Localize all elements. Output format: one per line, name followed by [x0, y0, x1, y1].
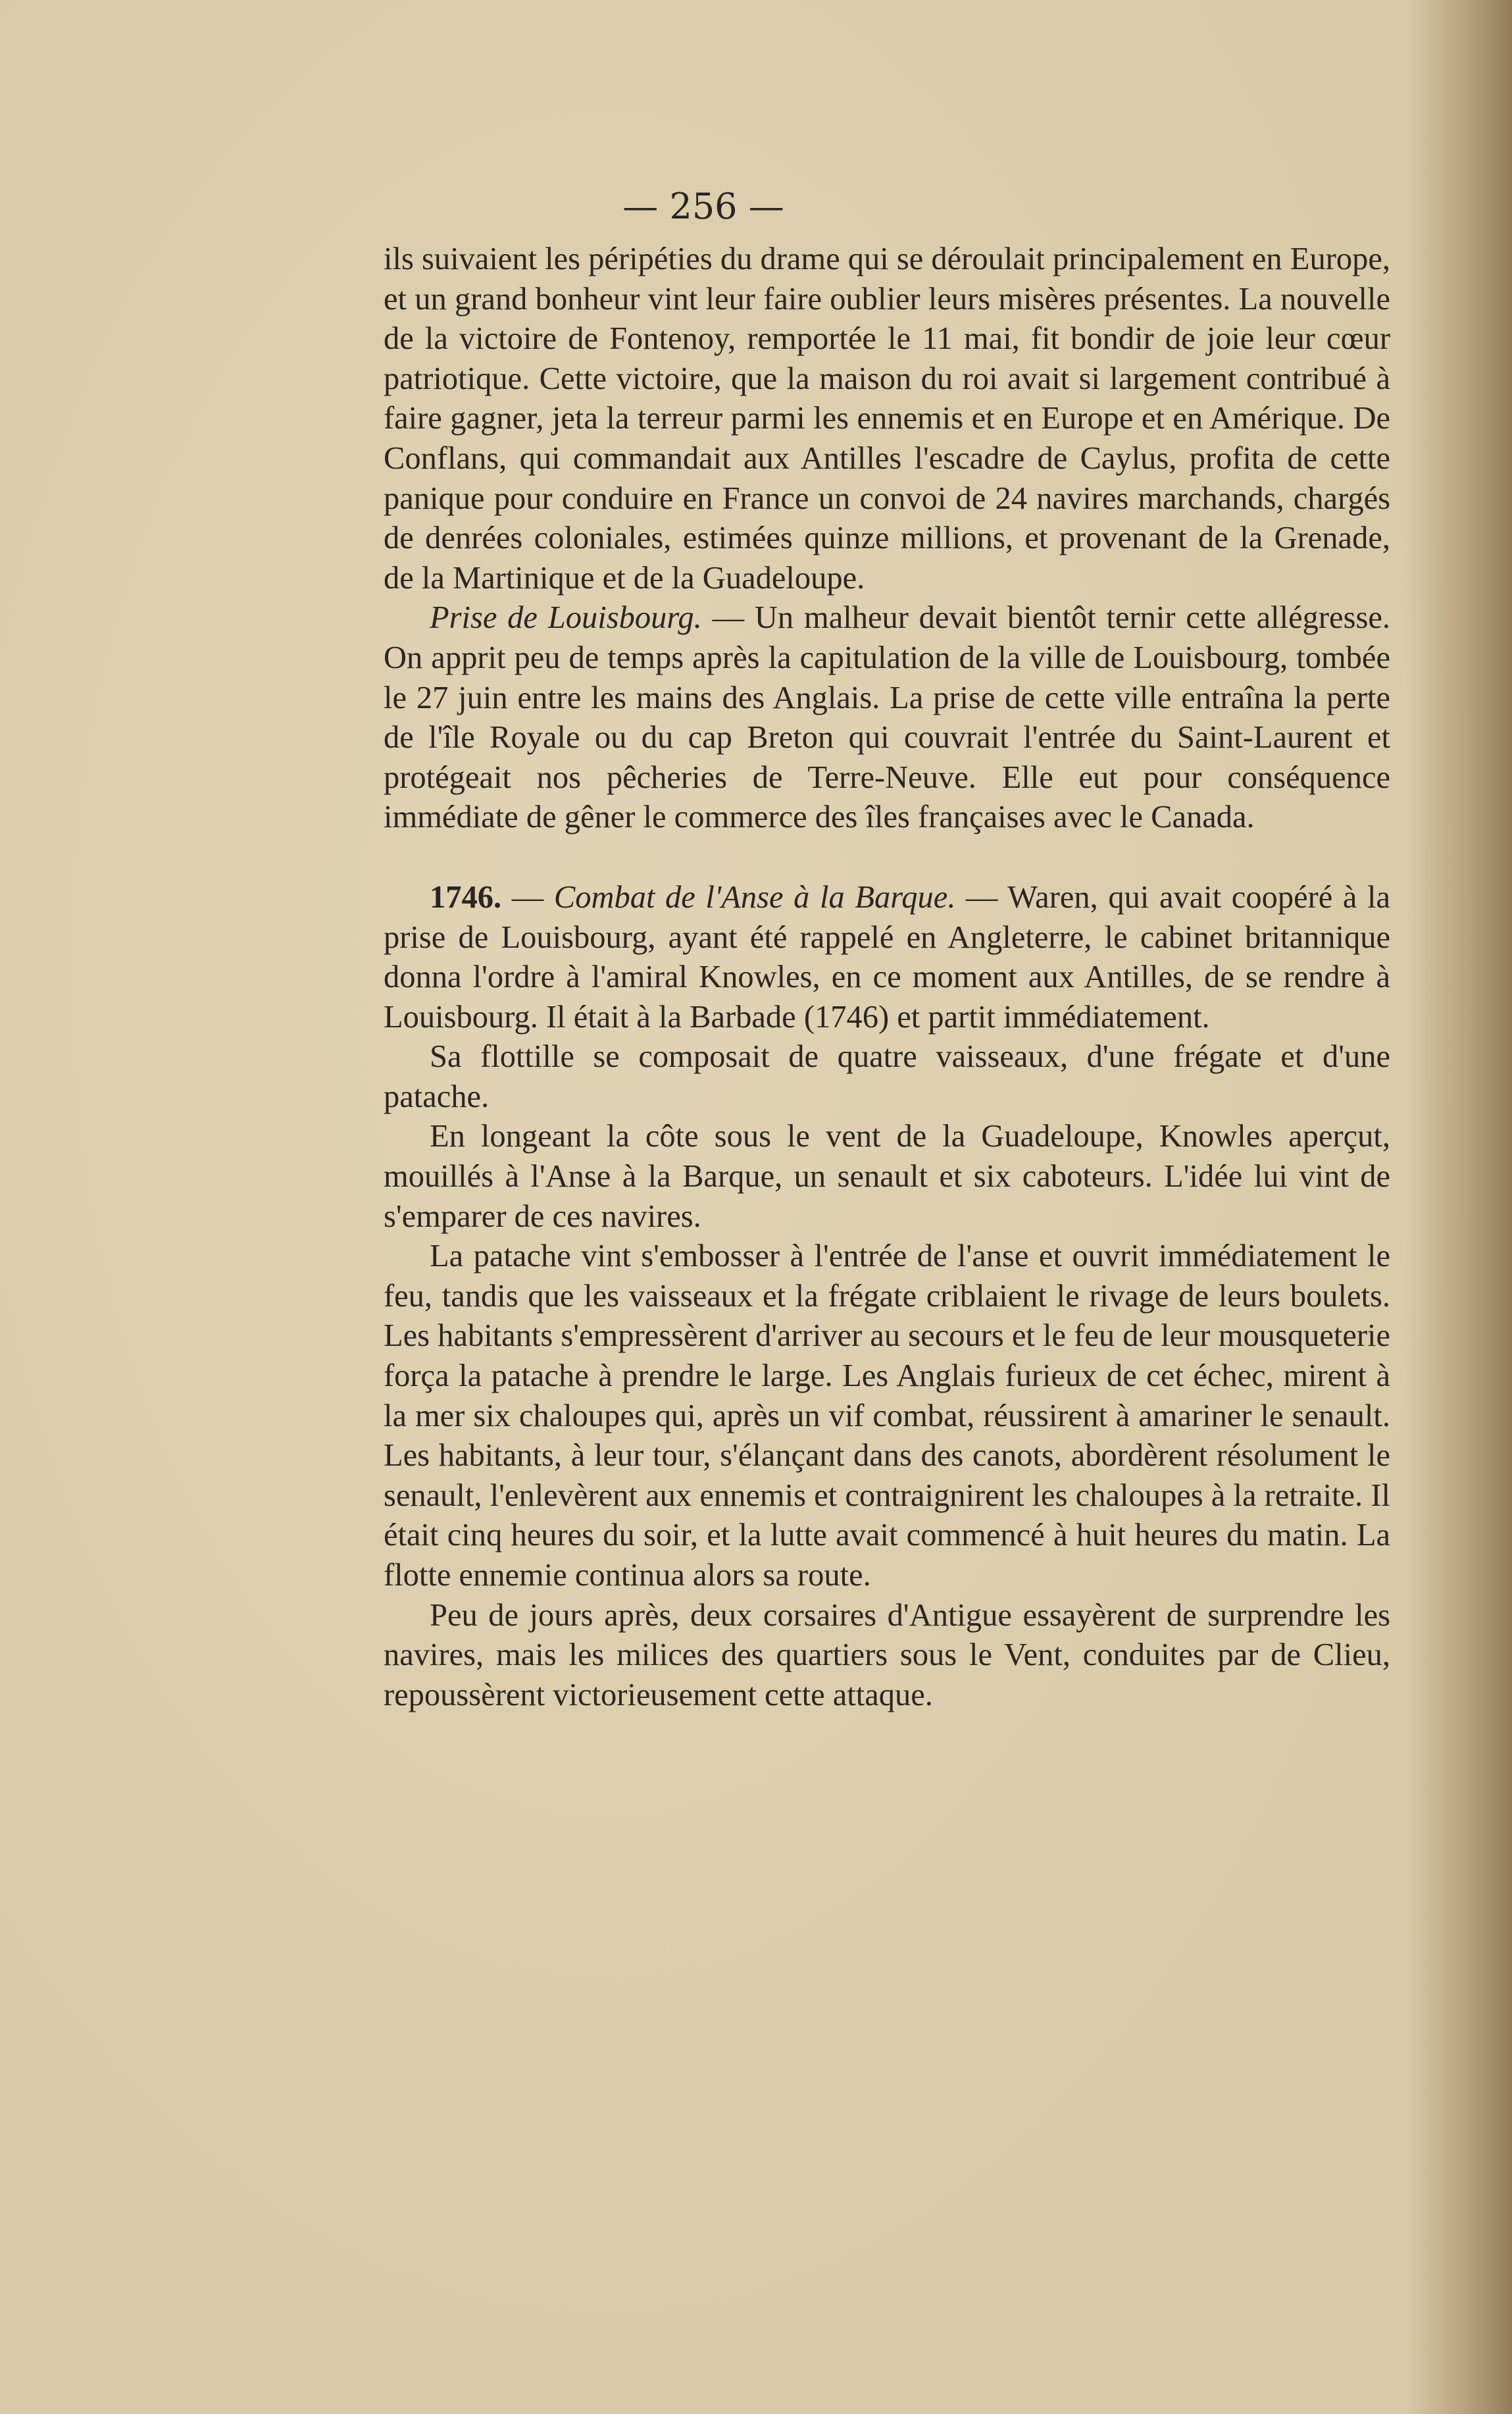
page-number: — 256 — — [622, 186, 784, 227]
section-title-louisbourg: Prise de Louisbourg. — [430, 600, 702, 636]
paragraph-flottille: Sa flottille se composait de quatre vaisseaux, d'une frégate et d'une patache. — [384, 1039, 1390, 1114]
paragraph-anse-barque — [384, 878, 1390, 1037]
section-title-anse-barque: Combat de l'Anse à la Barque. — [553, 879, 956, 915]
paragraph-louisbourg-text: — Un malheur devait bientôt ternir cette allégresse. On apprit peu de temps après la capitulation de la ville de Louisbourg, tombée le 27 juin entre les mains des Anglais. La prise de cette ville entraîna la perte de l'île Royale ou du cap Breton qui couvrait l'entrée du Saint-Laurent et protégeait nos pêcheries de Terre-Neuve. Elle eut pour conséquence immédiate de gêner le commerce des îles françaises avec le Canada. — [384, 600, 1390, 835]
page-body — [384, 240, 1390, 1715]
paragraph-corsaires: Peu de jours après, deux corsaires d'Antigue essayèrent de surprendre les navires, mais les milices des quartiers sous le Vent, conduites par de Clieu, repoussèrent victorieusement cette attaque. — [384, 1597, 1390, 1712]
paragraph-knowles: En longeant la côte sous le vent de la Guadeloupe, Knowles aperçut, mouillés à l'Anse à la Barque, un senault et six caboteurs. L'idée lui vint de s'emparer de ces navires. — [384, 1119, 1390, 1234]
paragraph-fontenoy: ils suivaient les péripéties du drame qui se déroulait principalement en Europe, et un grand bonheur vint leur faire oublier leurs misères présentes. La nouvelle de la victoire de Fontenoy, remportée le 11 mai, fit bondir de joie leur cœur patriotique. Cette victoire, que la maison du roi avait si largement contribué à faire gagner, jeta la terreur parmi les ennemis et en Europe et en Amérique. De Conflans, qui commandait aux Antilles l'escadre de Caylus, profita de cette panique pour conduire en France un convoi de 24 navires marchands, chargés de denrées coloniales, estimées quinze millions, et provenant de la Grenade, de la Martinique et de la Guadeloupe. — [384, 242, 1390, 596]
paragraph-anse-barque-text: — Waren, qui avait coopéré à la prise de Louisbourg, ayant été rappelé en Angleterre, le cabinet britannique donna l'ordre à l'amiral Knowles, en ce moment aux Antilles, de se rendre à Louisbourg. Il était à la Barbade (1746) et partit immédiatement. — [384, 879, 1391, 1035]
section-gap — [384, 838, 1390, 878]
section-year: 1746. — [430, 879, 502, 915]
paragraph-patache: La patache vint s'embosser à l'entrée de l'anse et ouvrit immédiatement le feu, tandis que les vaisseaux et la frégate criblaient le rivage de leurs boulets. Les habitants s'empressèrent d'arriver au secours et le feu de leur mousqueterie força la patache à prendre le large. Les Anglais furieux de cet échec, mirent à la mer six chaloupes qui, après un vif combat, réussirent à amariner le senault. Les habitants, à leur tour, s'élançant dans des canots, abordèrent résolument le senault, l'enlevèrent aux ennemis et contraignirent les chaloupes à la retraite. Il était cinq heures du soir, et la lutte avait commencé à huit heures du matin. La flotte ennemie continua alors sa route. — [384, 1239, 1390, 1593]
section-separator: — — [501, 879, 554, 915]
paragraph-louisbourg — [384, 598, 1390, 838]
